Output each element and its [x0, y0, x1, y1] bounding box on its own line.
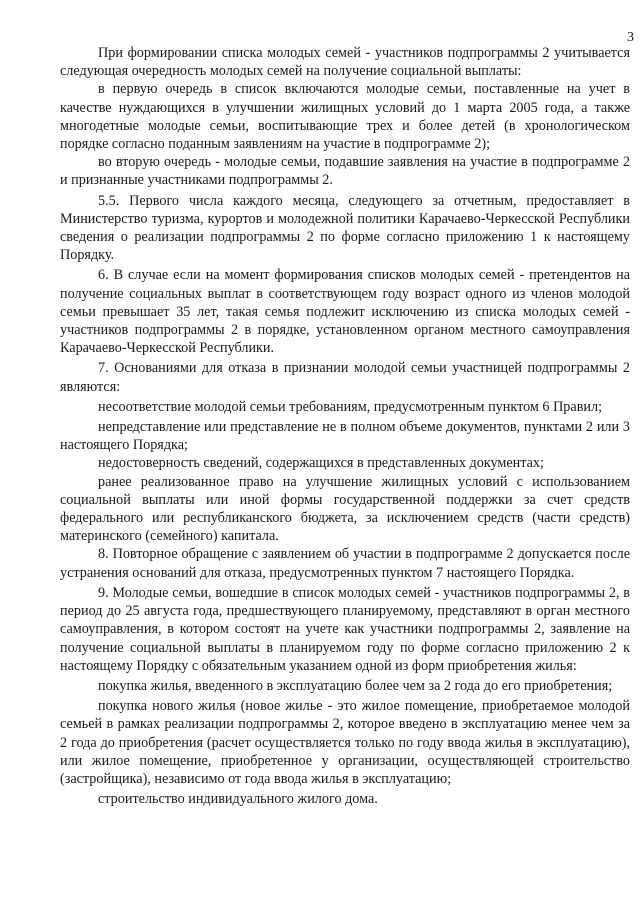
paragraph-queue-intro: При формировании списка молодых семей - участников подпрограммы 2 учитывается следующая очередность молодых семей на получение социальной выплаты: — [60, 45, 630, 80]
paragraph-8: 8. Повторное обращение с заявлением об участии в подпрограмме 2 допускается после устранения оснований для отказа, предусмотренных пунктом 7 настоящего Порядка. — [60, 546, 630, 581]
page-number: 3 — [627, 30, 634, 45]
document-body — [60, 44, 630, 808]
paragraph-9-item-3: строительство индивидуального жилого дома. — [98, 791, 378, 808]
paragraph-9: 9. Молодые семьи, вошедшие в список молодых семей - участников подпрограммы 2, в период до 25 августа года, предшествующего планируемому, представляют в орган местного самоуправления, в котором состоят на учете как участники подпрограммы 2, заявление на получение социальной выплаты в планируемом году по форме согласно приложению 2 к настоящему Порядку с обязательным указанием одной из форм приобретения жилья: — [60, 584, 630, 674]
paragraph-9-item-1: покупка жилья, введенного в эксплуатацию более чем за 2 года до его приобретения; — [98, 677, 613, 694]
paragraph-first-queue: в первую очередь в список включаются молодые семьи, поставленные на учет в качестве нуждающихся в улучшении жилищных условий до 1 марта 2005 года, а также многодетные молодые семьи, воспитывающие трех и более детей (в хронологическом порядке согласно поданным заявлениям на участие в подпрограмме 2); — [60, 81, 630, 153]
paragraph-7-item-3: недостоверность сведений, содержащихся в представленных документах; — [98, 455, 544, 472]
paragraph-7-item-4: ранее реализованное право на улучшение жилищных условий с использованием социальной выплаты или иной формы государственной поддержки за счет средств федерального или республиканского бюджета, за исключением средств (части средств) материнского (семейного) капитала. — [60, 473, 630, 545]
paragraph-second-queue: во вторую очередь - молодые семьи, подавшие заявления на участие в подпрограмме 2 и признанные участниками подпрограммы 2. — [60, 154, 630, 189]
paragraph-6: 6. В случае если на момент формирования списков молодых семей - претендентов на получение социальных выплат в соответствующем году возраст одного из членов молодой семьи превышает 35 лет, такая семья подлежит исключению из списка молодых семей - участников подпрограммы 2 в порядке, установленном органом местного самоуправления Карачаево-Черкесской Республики. — [60, 267, 630, 357]
paragraph-9-item-2: покупка нового жилья (новое жилье - это жилое помещение, приобретаемое молодой семьей в рамках реализации подпрограммы 2, которое введено в эксплуатацию менее чем за 2 года до приобретения (расчет осуществляется только по году ввода жилья в эксплуатацию), или жилое помещение, приобретенное у организации, осуществляющей строительство (застройщика), независимо от года ввода жилья в эксплуатацию; — [60, 698, 630, 787]
paragraph-5-5: 5.5. Первого числа каждого месяца, следующего за отчетным, предоставляет в Министерство туризма, курортов и молодежной политики Карачаево-Черкесской Республики сведения о реализации подпрограммы 2 по форме согласно приложению 1 к настоящему Порядку. — [60, 192, 630, 264]
paragraph-7: 7. Основаниями для отказа в признании молодой семьи участницей подпрограммы 2 являются: — [60, 360, 630, 395]
paragraph-7-item-1: несоответствие молодой семьи требованиям, предусмотренным пунктом 6 Правил; — [98, 398, 603, 415]
paragraph-7-item-2: непредставление или представление не в полном объеме документов, пунктами 2 или 3 настоящего Порядка; — [60, 419, 630, 454]
